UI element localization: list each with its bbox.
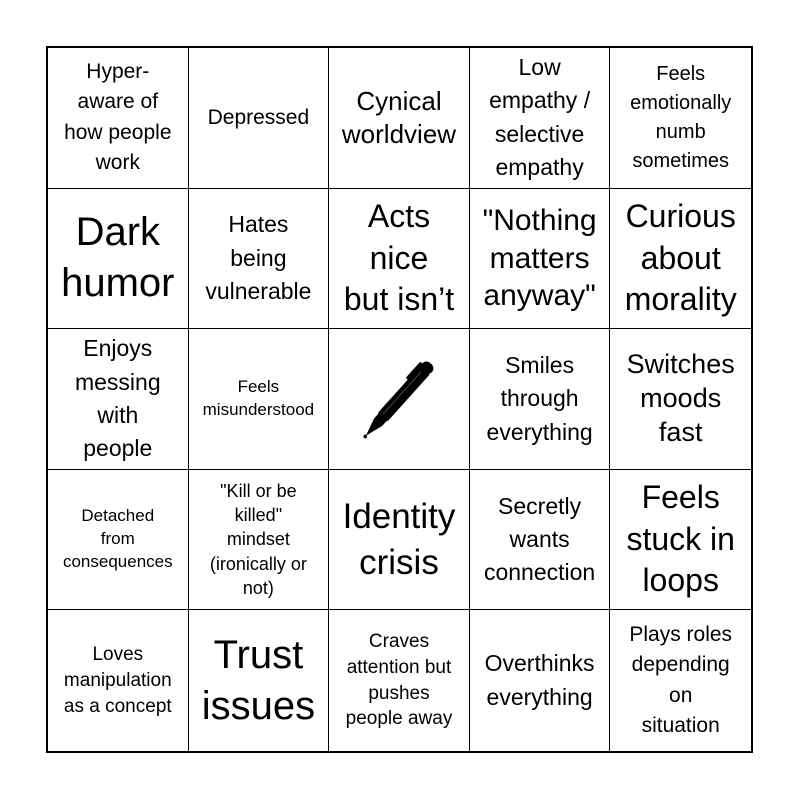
bingo-cell-r3c5[interactable] <box>610 329 751 470</box>
pen-icon <box>344 344 454 454</box>
bingo-cell-r1c1[interactable] <box>48 48 189 189</box>
bingo-cell-r4c3[interactable] <box>329 470 470 611</box>
cell-text: Acts nice but isn’t <box>343 198 455 318</box>
bingo-cell-r4c5[interactable] <box>610 470 751 611</box>
cell-text: Feels misunderstood <box>202 377 315 419</box>
cell-text: Hates being vulnerable <box>205 211 312 305</box>
cell-text: Smiles through everything <box>486 351 593 445</box>
bingo-cell-r4c2[interactable] <box>189 470 330 611</box>
cell-text: Detached from consequences <box>62 506 173 572</box>
bingo-cell-r2c2[interactable] <box>189 189 330 330</box>
bingo-cell-r1c2[interactable] <box>189 48 330 189</box>
bingo-cell-r4c1[interactable] <box>48 470 189 611</box>
bingo-cell-r2c3[interactable] <box>329 189 470 330</box>
cell-text: "Nothing matters anyway" <box>482 204 597 313</box>
bingo-cell-r5c2[interactable] <box>189 610 330 751</box>
bingo-cell-r5c4[interactable] <box>470 610 611 751</box>
cell-text: Craves attention but pushes people away <box>345 631 453 730</box>
cell-text: Overthinks everything <box>484 650 595 710</box>
cell-text: "Kill or be killed" mindset (ironically or not) <box>209 480 307 599</box>
bingo-board <box>46 46 753 753</box>
cell-text: Low empathy / selective empathy <box>489 54 591 181</box>
bingo-cell-r2c5[interactable] <box>610 189 751 330</box>
bingo-cell-r4c4[interactable] <box>470 470 611 611</box>
bingo-cell-r3c1[interactable] <box>48 329 189 470</box>
cell-text: Feels stuck in loops <box>626 479 735 599</box>
bingo-free-space[interactable] <box>329 329 470 470</box>
cell-text: Depressed <box>207 105 310 129</box>
cell-text: Feels emotionally numb sometimes <box>630 62 732 172</box>
cell-text: Identity crisis <box>342 497 456 582</box>
bingo-cell-r2c4[interactable] <box>470 189 611 330</box>
bingo-cell-r3c4[interactable] <box>470 329 611 470</box>
cell-text: Secretly wants connection <box>483 492 596 586</box>
bingo-cell-r1c5[interactable] <box>610 48 751 189</box>
bingo-cell-r5c1[interactable] <box>48 610 189 751</box>
cell-text: Loves manipulation as a concept <box>63 644 172 717</box>
cell-text: Dark humor <box>61 210 175 306</box>
bingo-cell-r5c3[interactable] <box>329 610 470 751</box>
cell-text: Plays roles depending on situation <box>629 622 733 738</box>
cell-text: Switches moods fast <box>626 349 735 447</box>
cell-text: Cynical worldview <box>341 86 457 149</box>
bingo-cell-r1c3[interactable] <box>329 48 470 189</box>
bingo-cell-r2c1[interactable] <box>48 189 189 330</box>
cell-text: Trust issues <box>201 632 316 728</box>
cell-text: Hyper- aware of how people work <box>64 59 172 175</box>
cell-text: Enjoys messing with people <box>74 335 161 462</box>
bingo-cell-r3c2[interactable] <box>189 329 330 470</box>
bingo-cell-r1c4[interactable] <box>470 48 611 189</box>
bingo-cell-r5c5[interactable] <box>610 610 751 751</box>
cell-text: Curious about morality <box>624 198 737 318</box>
